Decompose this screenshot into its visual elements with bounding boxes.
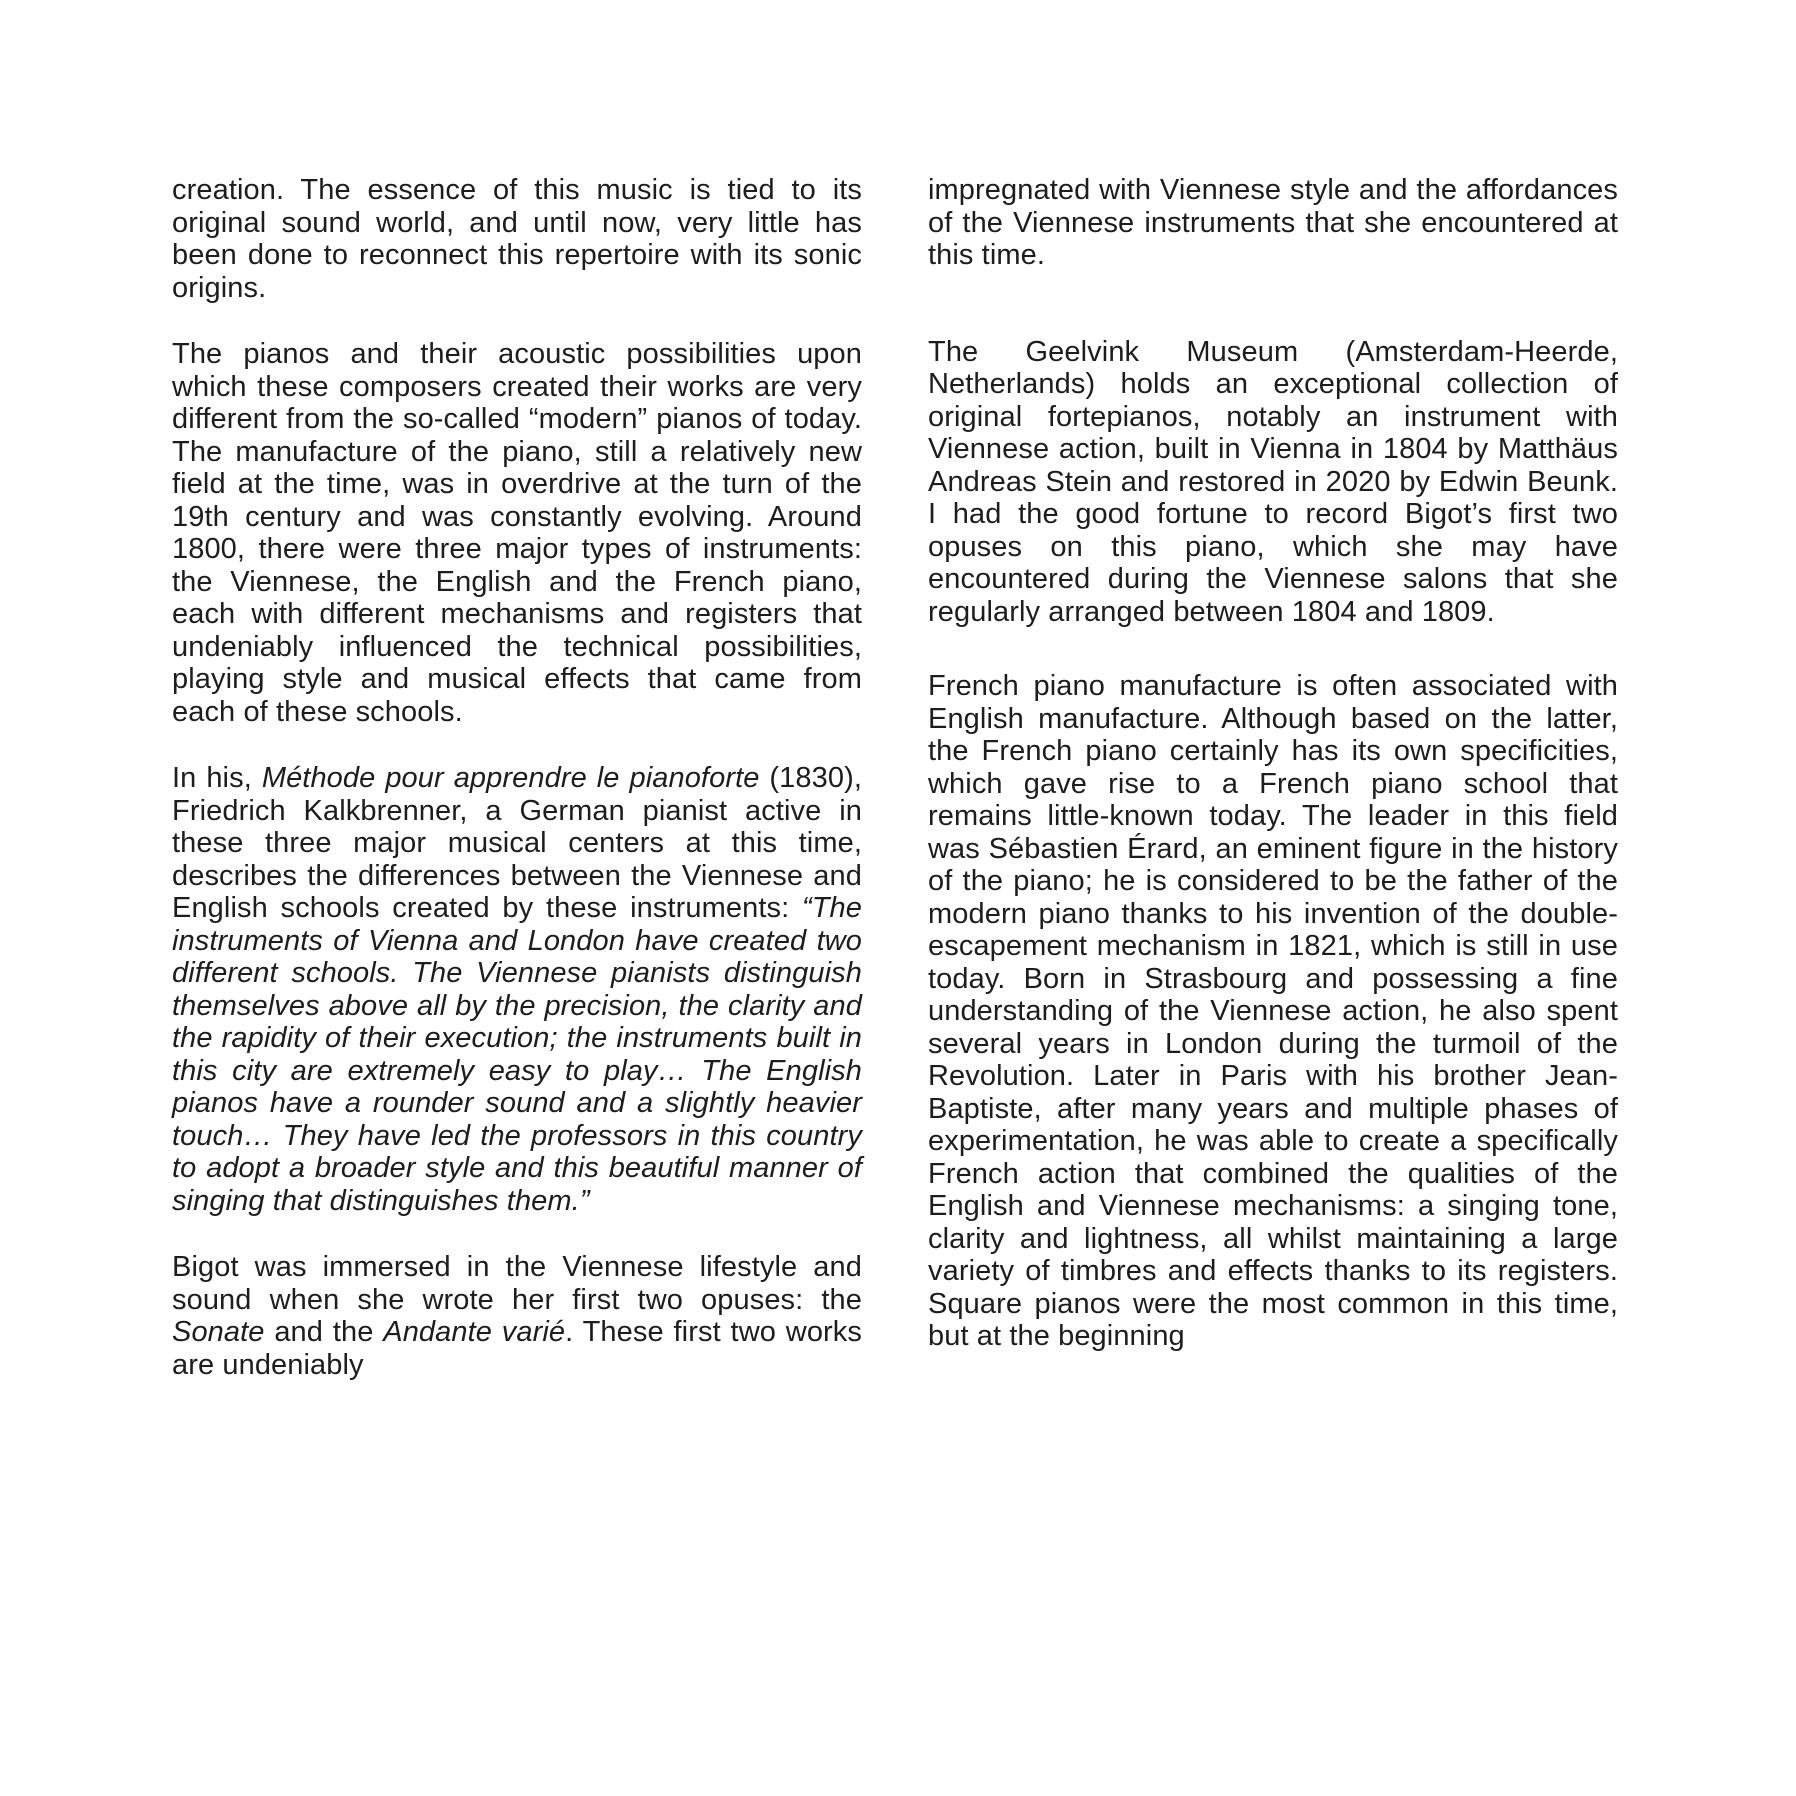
text-run: creation. The essence of this music is tied to its original sound world, and until now, very little has been done to reconnect this repertoire with its sonic origins.: [172, 174, 862, 304]
paragraph-left-1: [172, 174, 862, 304]
booklet-page: [172, 174, 1618, 1381]
paragraph-right-3: [928, 670, 1618, 1353]
italic-text-run: Andante varié: [383, 1316, 566, 1348]
italic-text-run: Sonate: [172, 1316, 265, 1348]
text-column-right: [928, 174, 1618, 1381]
paragraph-right-2: [928, 336, 1618, 629]
text-run: impregnated with Viennese style and the affordances of the Viennese instruments that she encountered at this time.: [928, 174, 1618, 271]
text-run: (1830), Friedrich Kalkbrenner, a German pianist active in these three major musical centers at this time, describes the differences between the Viennese and English schools created by these instruments:: [172, 762, 862, 924]
italic-text-run: “The instruments of Vienna and London have created two different schools. The Viennese pianists distinguish themselves above all by the precision, the clarity and the rapidity of their execution; the instruments built in this city are extremely easy to play… The English pianos have a rounder sound and a slightly heavier touch… They have led the professors in this country to adopt a broader style and this beautiful manner of singing that distinguishes them.”: [172, 892, 862, 1217]
paragraph-left-2: [172, 338, 862, 728]
text-run: French piano manufacture is often associated with English manufacture. Although based on the latter, the French piano certainly has its own specificities, which gave rise to a French piano school that remains little-known today. The leader in this field was Sébastien Érard, an eminent figure in the history of the piano; he is considered to be the father of the modern piano thanks to his invention of the double-escapement mechanism in 1821, which is still in use today. Born in Strasbourg and possessing a fine understanding of the Viennese action, he also spent several years in London during the turmoil of the Revolution. Later in Paris with his brother Jean-Baptiste, after many years and multiple phases of experimentation, he was able to create a specifically French action that combined the qualities of the English and Viennese mechanisms: a singing tone, clarity and lightness, all whilst maintaining a large variety of timbres and effects thanks to its registers. Square pianos were the most common in this time, but at the beginning: [928, 670, 1618, 1352]
text-run: Bigot was immersed in the Viennese lifestyle and sound when she wrote her first two opuses: the: [172, 1251, 862, 1316]
text-run: In his,: [172, 762, 262, 794]
text-column-left: [172, 174, 862, 1381]
text-run: The Geelvink Museum (Amsterdam-Heerde, Netherlands) holds an exceptional collection of original fortepianos, notably an instrument with Viennese action, built in Vienna in 1804 by Matthäus Andreas Stein and restored in 2020 by Edwin Beunk. I had the good fortune to record Bigot’s first two opuses on this piano, which she may have encountered during the Viennese salons that she regularly arranged between 1804 and 1809.: [928, 335, 1618, 628]
text-run: and the: [264, 1316, 384, 1348]
paragraph-left-4: [172, 1251, 862, 1381]
paragraph-left-3: [172, 762, 862, 1217]
paragraph-right-1: [928, 174, 1618, 272]
text-run: The pianos and their acoustic possibilities upon which these composers created their works are very different from the so-called “modern” pianos of today. The manufacture of the piano, still a relatively new field at the time, was in overdrive at the turn of the 19th century and was constantly evolving. Around 1800, there were three major types of instruments: the Viennese, the English and the French piano, each with different mechanisms and registers that undeniably influenced the technical possibilities, playing style and musical effects that came from each of these schools.: [172, 338, 862, 728]
italic-text-run: Méthode pour apprendre le pianoforte: [261, 762, 760, 794]
text-run: . These first two works are undeniably: [172, 1316, 863, 1381]
